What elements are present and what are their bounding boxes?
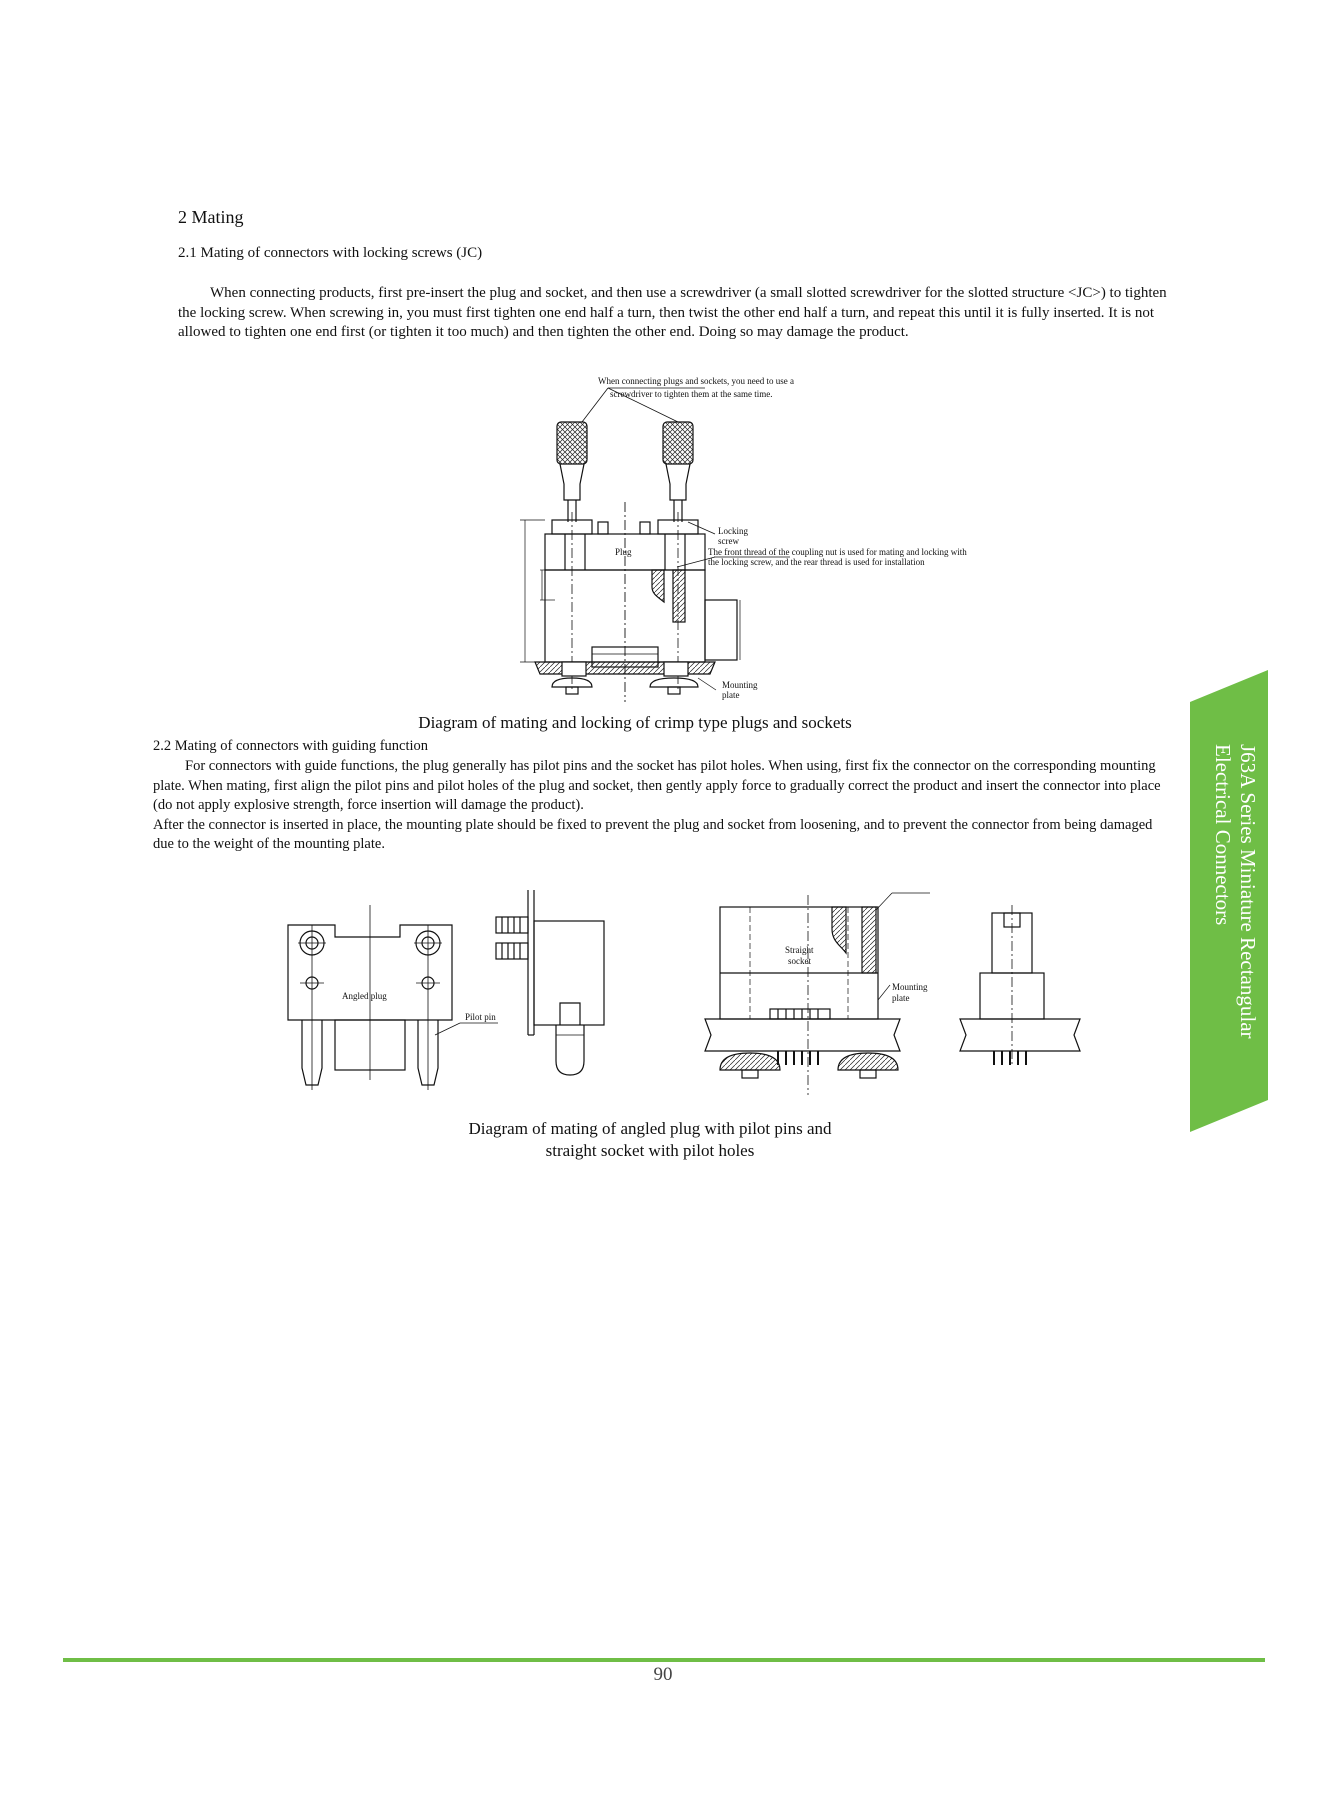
subsection-2-2-paragraph xyxy=(153,757,1173,855)
fig1-note-line1: When connecting plugs and sockets, you need to use a xyxy=(598,376,794,386)
fig2-straight-l2: socket xyxy=(788,956,811,966)
subsection-2-1-text: When connecting products, first pre-insert the plug and socket, and then use a screwdriver (a small slotted screwdriver for the slotted structure <JC>) to tighten the locking screw. When screwing in, you must first tighten one end half a turn, then twist the other end half a turn, and repeat this until it is fully inserted. It is not allowed to tighten one end first (or tighten it too much) and then tighten the other end. Doing so may damage the product. xyxy=(178,285,1167,340)
figure-2-drawing xyxy=(280,885,1080,1110)
sidebar-series-title xyxy=(1208,744,1260,1074)
figure-1-drawing xyxy=(480,372,1020,712)
figure-1-caption: Diagram of mating and locking of crimp type plugs and sockets xyxy=(418,713,852,732)
sidebar-line1: J63A Series Miniature Rectangular xyxy=(1236,744,1260,1039)
subsection-2-2-text2: After the connector is inserted in place, the mounting plate should be fixed to prevent the plug and socket from loosening, and to prevent the connector from being damaged due to the weight of the mounting plate. xyxy=(153,816,1153,852)
fig2-pilot-pin-label: Pilot pin xyxy=(465,1012,496,1022)
subsection-2-1-title: 2.1 Mating of connectors with locking screws (JC) xyxy=(178,245,483,261)
figure-2-caption xyxy=(420,1118,880,1162)
subsection-2-1-paragraph xyxy=(178,284,1168,343)
figure-2-caption-line1: Diagram of mating of angled plug with pilot pins and xyxy=(468,1119,832,1138)
page-number: 90 xyxy=(653,1664,673,1685)
sidebar-line2: Electrical Connectors xyxy=(1211,744,1235,926)
footer-divider xyxy=(63,1658,1265,1662)
figure-2-caption-line2: straight socket with pilot holes xyxy=(545,1141,755,1160)
fig1-thread-l2: the locking screw, and the rear thread is used for installation xyxy=(708,557,925,567)
fig1-locking-l2: screw xyxy=(718,536,739,546)
fig1-mounting-l1: Mounting xyxy=(722,680,758,690)
section-title: 2 Mating xyxy=(178,207,244,227)
fig2-straight-l1: Straight xyxy=(785,945,814,955)
fig1-mounting-l2: plate xyxy=(722,690,740,700)
fig1-plug-label: Plug xyxy=(615,547,632,557)
fig2-angled-plug-label: Angled plug xyxy=(342,991,387,1001)
subsection-2-2-title: 2.2 Mating of connectors with guiding function xyxy=(153,738,429,754)
subsection-2-2-text1: For connectors with guide functions, the plug generally has pilot pins and the socket has pilot holes. When using, first fix the connector on the corresponding mounting plate. When mating, first align the pilot pins and pilot holes of the plug and socket, then gently apply force to gradually correct the product and insert the connector into place (do not apply explosive strength, force insertion will damage the product). xyxy=(153,758,1161,813)
fig1-thread-l1: The front thread of the coupling nut is used for mating and locking with xyxy=(708,547,967,557)
fig1-note-line2: screwdriver to tighten them at the same time. xyxy=(610,389,773,399)
fig2-mounting-l2: plate xyxy=(892,993,910,1003)
fig2-mounting-l1: Mounting xyxy=(892,982,928,992)
fig1-locking-l1: Locking xyxy=(718,526,748,536)
